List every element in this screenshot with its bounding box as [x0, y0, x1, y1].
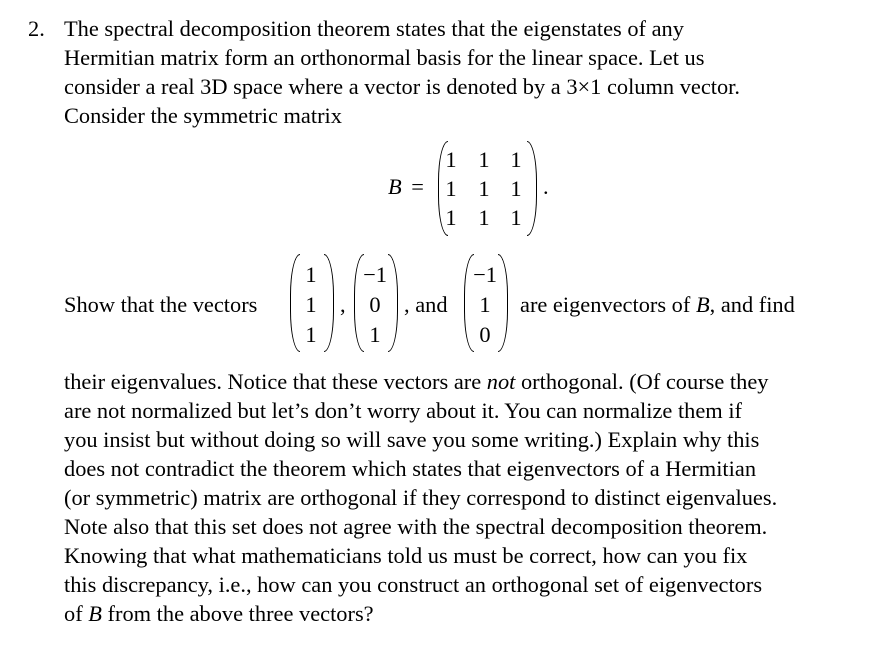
intro-paragraph — [64, 14, 876, 130]
vectors-suffix — [520, 290, 795, 319]
body-line — [64, 512, 876, 541]
problem-number: 2. — [28, 16, 45, 41]
matrix-cell: 1 — [445, 147, 457, 172]
body-text: you insist but without doing so will save you some writing.) Explain why this — [64, 427, 760, 452]
body-line — [64, 570, 876, 599]
body-emphasis: B — [88, 601, 102, 626]
body-text: their eigenvalues. Notice that these vectors are — [64, 369, 487, 394]
body-text: orthogonal. (Of course they — [515, 369, 769, 394]
matrix-cell: 1 — [510, 205, 522, 230]
matrix-equals: = — [411, 174, 424, 199]
body-text: (or symmetric) matrix are orthogonal if they correspond to distinct eigenvalues. — [64, 485, 778, 510]
body-line — [64, 483, 876, 512]
body-line — [64, 599, 876, 628]
vectors-and-text: , and — [404, 292, 448, 317]
matrix-cell: 1 — [510, 176, 522, 201]
body-line — [64, 425, 876, 454]
vectors-suffix-before: are eigenvectors of — [520, 292, 691, 317]
vector-2-entry: 0 — [369, 292, 381, 317]
vectors-suffix-after: , and find — [709, 292, 795, 317]
vector-3-entry: 1 — [479, 292, 491, 317]
vector-1-entry: 1 — [305, 322, 317, 347]
body-text: Note also that this set does not agree with the spectral decomposition theorem. — [64, 514, 768, 539]
vector-3-entry: 0 — [479, 322, 491, 347]
matrix-cell: 1 — [445, 205, 457, 230]
intro-line: consider a real 3D space where a vector is denoted by a 3×1 column vector. — [64, 74, 741, 99]
vector-2-entry: 1 — [369, 322, 381, 347]
vector-2-right-paren — [388, 254, 398, 352]
intro-line: Consider the symmetric matrix — [64, 103, 342, 128]
matrix-cell: 1 — [445, 176, 457, 201]
vectors-sentence — [64, 254, 876, 354]
body-text: does not contradict the theorem which states that eigenvectors of a Hermitian — [64, 456, 757, 481]
body-text: this discrepancy, i.e., how can you construct an orthogonal set of eigenvectors — [64, 572, 763, 597]
body-text: Knowing that what mathematicians told us must be correct, how can you fix — [64, 543, 748, 568]
intro-line: The spectral decomposition theorem states that the eigenstates of any — [64, 16, 684, 41]
matrix-lhs — [388, 174, 424, 200]
vectors-suffix-var: B — [695, 292, 710, 317]
body-line — [64, 541, 876, 570]
body-paragraph — [64, 367, 876, 628]
body-line — [64, 454, 876, 483]
vector-1-entry: 1 — [305, 262, 317, 287]
body-emphasis: not — [486, 369, 516, 394]
matrix-trailing-period: . — [543, 174, 549, 199]
vector-2-entry: −1 — [363, 262, 387, 287]
body-line — [64, 367, 876, 396]
matrix-cell: 1 — [478, 147, 490, 172]
body-text: are not normalized but let’s don’t worry about it. You can normalize them if — [64, 398, 742, 423]
intro-line: Hermitian matrix form an orthonormal basis for the linear space. Let us — [64, 45, 705, 70]
body-line — [64, 396, 876, 425]
matrix-symbol: B — [388, 174, 402, 199]
vector-3-entry: −1 — [473, 262, 497, 287]
matrix-cell: 1 — [478, 205, 490, 230]
body-text: from the above three vectors? — [101, 601, 374, 626]
vector-3-right-paren — [498, 254, 508, 352]
matrix-cell: 1 — [510, 147, 522, 172]
vector-separator-comma: , — [340, 292, 346, 317]
vector-1-right-paren — [324, 254, 334, 352]
vectors-prefix: Show that the vectors — [64, 292, 258, 317]
matrix-right-paren — [527, 141, 537, 236]
matrix-cell: 1 — [478, 176, 490, 201]
vector-1-entry: 1 — [305, 292, 317, 317]
body-text: of — [64, 601, 89, 626]
